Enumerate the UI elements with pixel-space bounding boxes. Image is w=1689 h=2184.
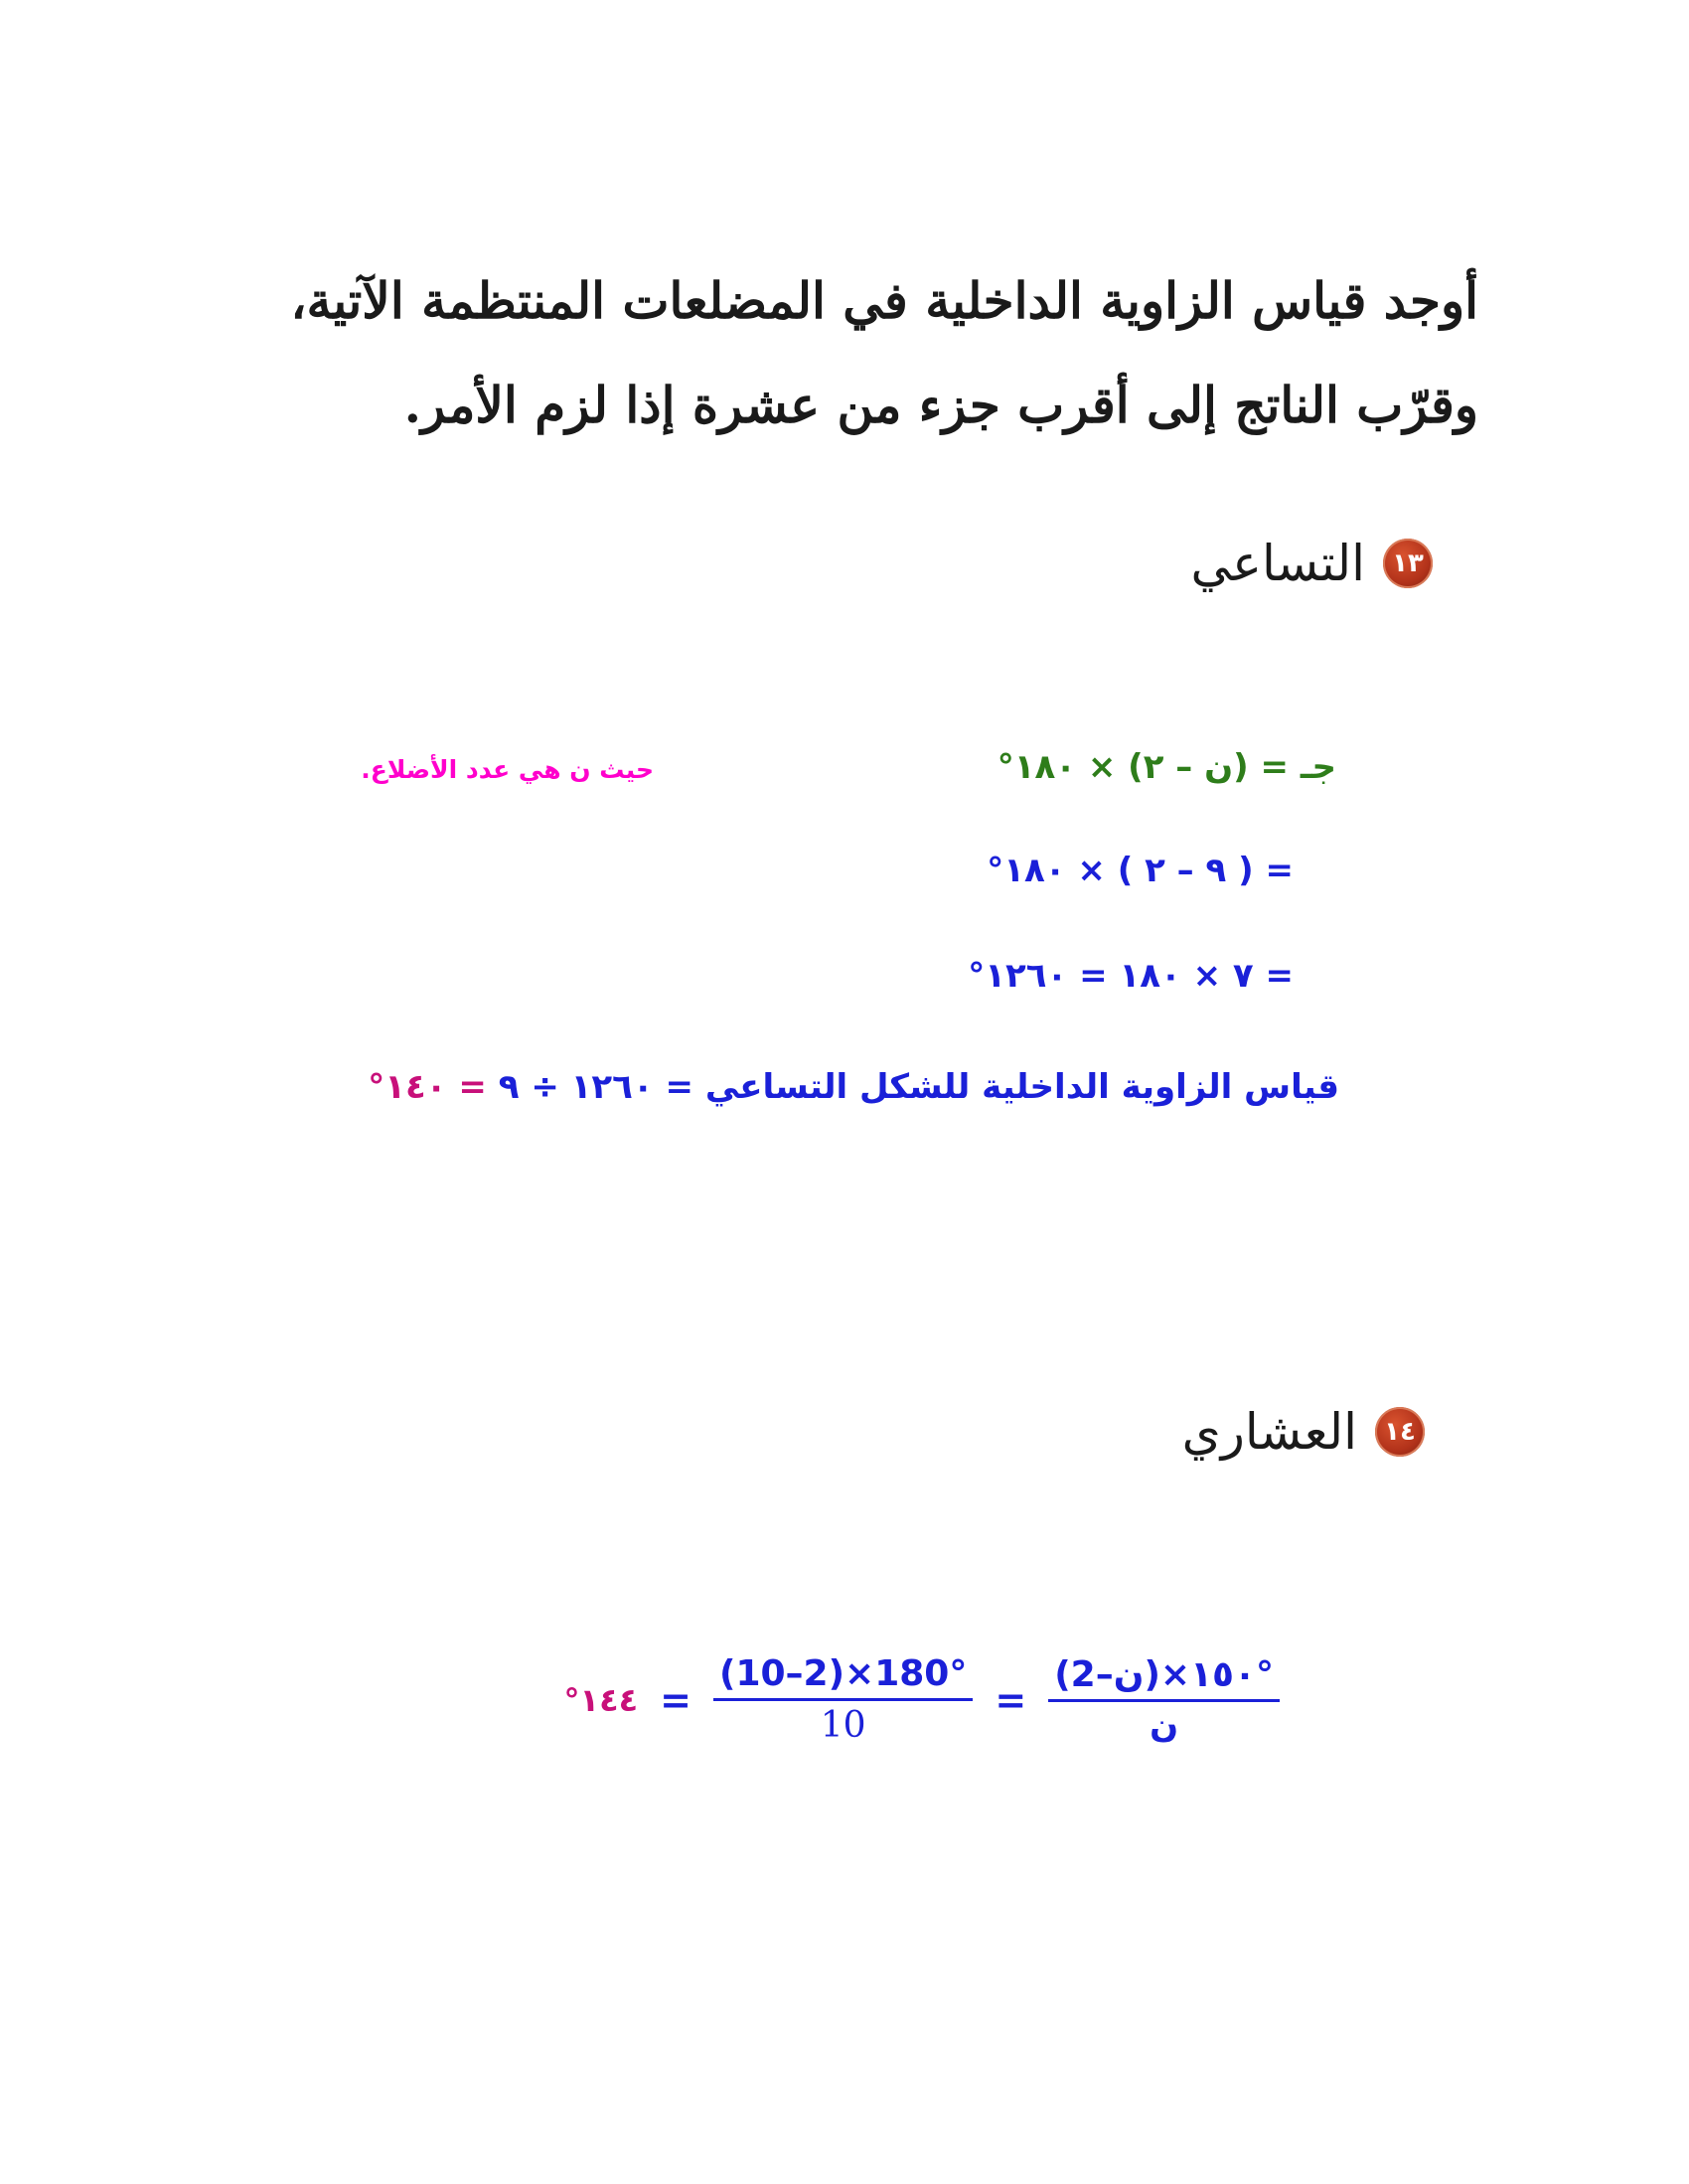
result-value: ١٤٠° bbox=[368, 1067, 447, 1107]
result-label: قياس الزاوية الداخلية للشكل التساعي = ١٢٦٠ ÷ ٩ bbox=[498, 1067, 1339, 1107]
general-formula-numerator: (ن–2)×١٥٠° bbox=[1048, 1654, 1280, 1702]
substituted-numerator: (10–2)×180° bbox=[713, 1653, 973, 1701]
substituted-denominator: 10 bbox=[820, 1705, 866, 1746]
substituted-fraction bbox=[713, 1653, 973, 1746]
problem-14-number-badge: ١٤ bbox=[1375, 1407, 1425, 1457]
problem-14-title: العشاري bbox=[1181, 1403, 1357, 1461]
problem-13-result bbox=[368, 1067, 1339, 1107]
equals-sign-1: = bbox=[995, 1677, 1027, 1722]
interior-angle-sum-formula: جـ = (ن – ٢) × ١٨٠° bbox=[997, 747, 1336, 787]
problem-13-number-badge: ١٣ bbox=[1383, 539, 1433, 588]
step-substitution: = ( ٩ – ٢ ) × ١٨٠° bbox=[987, 851, 1294, 890]
problem-14-equation bbox=[564, 1653, 1280, 1746]
problem-13-title: التساعي bbox=[1190, 535, 1365, 592]
problem-13-header bbox=[1190, 535, 1433, 592]
instructions-text: أوجد قياس الزاوية الداخلية في المضلعات المنتظمة الآتية، وقرّب الناتج إلى أقرب جزء من عشرة إذا لزم الأمر. bbox=[290, 271, 1478, 434]
problem-14-header bbox=[1182, 1403, 1425, 1461]
general-formula-fraction bbox=[1048, 1654, 1280, 1746]
problem-14-result: ١٤٤° bbox=[563, 1680, 639, 1719]
step-angle-sum: = ٧ × ١٨٠ = ١٢٦٠° bbox=[968, 956, 1294, 996]
formula-note: حيث ن هي عدد الأضلاع. bbox=[361, 755, 654, 784]
equals-sign-2: = bbox=[660, 1677, 691, 1722]
result-equals-sign: = bbox=[458, 1067, 487, 1107]
general-formula-denominator: ن bbox=[1150, 1705, 1179, 1746]
